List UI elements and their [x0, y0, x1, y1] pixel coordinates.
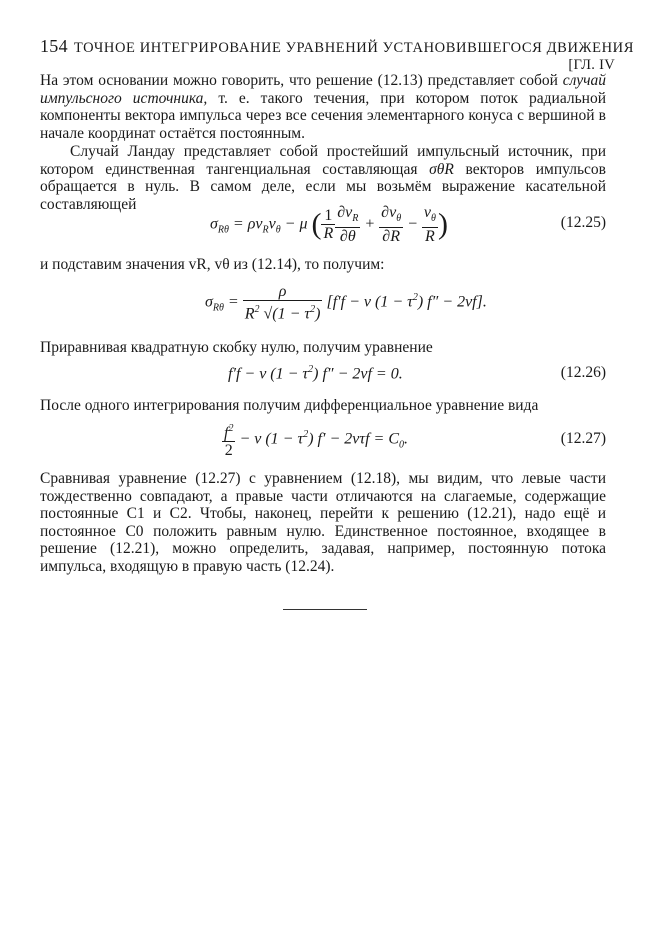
formula: $\sigma_{R\theta}$ = $\frac{\rho}{R^2 √(1 - \tau^2)}$ [f′f − ν $(1 - \tau^2)$ f″ − 2νf].	[205, 283, 487, 323]
paragraph-6: Сравнивая уравнение (12.27) с уравнением (12.18), мы видим, что левые части тождественно совпадают, а правые части отличаются на слагаемые, содержащие постоянные C1 и C2. Чтобы, наконец, перейти к решению (12.21), надо ещё и постоянное C0 положить равным нулю. Единственное постоянное, входящее в решение (12.21), можно определить, задавая, например, постоянную потока импульса, входящую в правую часть (12.24).	[40, 470, 606, 575]
equation-12-25	[40, 204, 606, 244]
chapter-title: ТОЧНОЕ ИНТЕГРИРОВАНИЕ УРАВНЕНИЙ УСТАНОВИВШЕГОСЯ ДВИЖЕНИЯ	[73, 40, 634, 56]
paragraph-2: Случай Ландау представляет собой простейший импульсный источник, при котором единственная тангенциальная составляющая σθR векторов импульсов обращается в нуль. В самом деле, если мы возьмём выражение касательной составляющей	[40, 143, 606, 213]
equation-number: (12.25)	[560, 214, 606, 231]
formula: f′f − ν $(1 - \tau^2)$ f″ − 2νf = 0.	[228, 364, 403, 383]
equation-number: (12.26)	[560, 364, 606, 381]
page-number: 154	[40, 36, 68, 56]
equation-number: (12.27)	[560, 430, 606, 447]
italic-term: случай импульсного источника,	[40, 72, 606, 107]
formula: $\sigma_{R\theta} = \rho v_Rv_\theta - \mu$ ( $\frac{1}{R}$ $\frac{\partial v_R}{\partial\theta}$ + $\frac{\partial v_\theta}{\partial R}$ − $\frac{v_\theta}{R}$ )	[210, 204, 448, 246]
chapter-marker: [ГЛ. IV	[568, 57, 615, 73]
paragraph-4: Приравнивая квадратную скобку нулю, получим уравнение	[40, 339, 433, 356]
paragraph-5: После одного интегрирования получим дифференциальное уравнение вида	[40, 397, 539, 414]
equation-12-27	[40, 420, 606, 460]
paragraph-1: На этом основании можно говорить, что решение (12.13) представляет собой случай импульсного источника, т. е. такого течения, при котором поток радиальной компоненты вектора импульса через все сечения элементарного конуса с вершиной в начале координат остаётся постоянным.	[40, 72, 606, 142]
equation-stress	[40, 283, 606, 323]
end-rule	[283, 609, 367, 610]
running-header	[40, 36, 634, 74]
paragraph-3: и подставим значения vR, vθ из (12.14), то получим:	[40, 256, 385, 273]
formula: $\frac{f^2}{2}$ − ν $(1 - \tau^2)$ $f' - 2\nu\tau f = C_0$.	[222, 420, 408, 459]
